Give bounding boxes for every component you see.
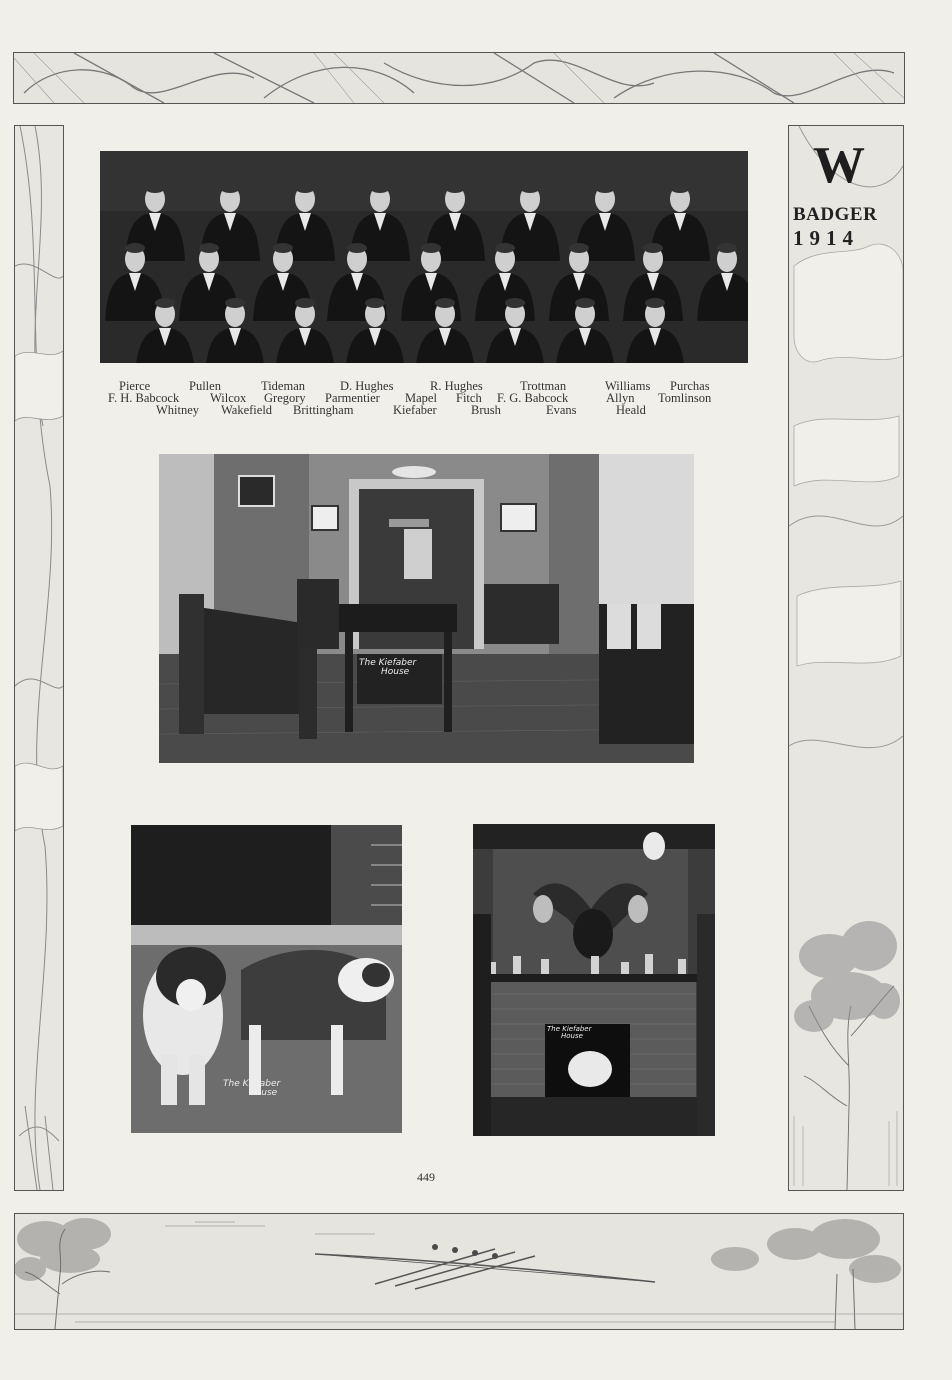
person-hair [295, 183, 315, 193]
stamp-the: The [223, 1079, 240, 1089]
page-number: 449 [417, 1170, 435, 1184]
member-name: Mapel [405, 391, 437, 405]
person-hair [717, 243, 737, 253]
member-name: Whitney [156, 403, 200, 417]
person-hair [670, 183, 690, 193]
person-hair [595, 183, 615, 193]
person-hair [125, 243, 145, 253]
bottom-decorative-border [14, 1213, 904, 1330]
person-hair [145, 183, 165, 193]
member-name: Wakefield [221, 403, 273, 417]
stamp-name: Kiefaber [562, 1025, 592, 1033]
person-hair [520, 183, 540, 193]
person-hair [575, 298, 595, 308]
member-name: Tideman [261, 379, 305, 393]
member-name: Evans [546, 403, 577, 417]
member-name: Parmentier [325, 391, 380, 405]
yearbook-logo-year: 1914 [793, 226, 859, 250]
living-room-photo [159, 454, 694, 763]
photo-stamp [359, 659, 416, 677]
person-hair [365, 298, 385, 308]
person-hair [295, 298, 315, 308]
stamp-house: House [249, 1088, 278, 1098]
person-hair [370, 183, 390, 193]
person-hair [445, 183, 465, 193]
member-name: Heald [616, 403, 646, 417]
stamp-house: House [561, 1032, 583, 1040]
person-hair [225, 298, 245, 308]
member-name: Williams [605, 379, 651, 393]
person-hair [645, 298, 665, 308]
member-name: F. H. Babcock [108, 391, 180, 405]
photo-stamp [223, 1080, 280, 1098]
member-name: Wilcox [210, 391, 247, 405]
person-hair [347, 243, 367, 253]
person-hair [435, 298, 455, 308]
person-hair [155, 298, 175, 308]
member-name: F. G. Babcock [497, 391, 569, 405]
bulldogs-photo [131, 825, 402, 1133]
yearbook-logo-letter: W [813, 137, 865, 194]
member-name: Pierce [119, 379, 151, 393]
stamp-name: Kiefaber [242, 1079, 281, 1089]
member-name: Trottman [520, 379, 567, 393]
person-hair [643, 243, 663, 253]
member-name: Brittingham [293, 403, 354, 417]
left-decorative-border [14, 125, 64, 1191]
stamp-name: Kiefaber [378, 658, 417, 668]
person-hair [220, 183, 240, 193]
group-photo [100, 151, 748, 363]
member-name: Tomlinson [658, 391, 712, 405]
names-row [100, 404, 748, 416]
right-decorative-border [788, 125, 904, 1191]
photo-stamp [547, 1026, 592, 1040]
member-name: Purchas [670, 379, 710, 393]
stamp-house: House [381, 667, 410, 677]
stamp-the: The [359, 658, 376, 668]
member-name: Allyn [606, 391, 635, 405]
person-hair [495, 243, 515, 253]
yearbook-logo-name: BADGER [793, 204, 878, 225]
group-photo-names [100, 380, 748, 416]
member-name: Fitch [456, 391, 482, 405]
member-name: D. Hughes [340, 379, 394, 393]
top-decorative-border [13, 52, 905, 104]
person-hair [505, 298, 525, 308]
member-name: Gregory [264, 391, 306, 405]
fireplace-photo [473, 824, 715, 1136]
person-hair [199, 243, 219, 253]
member-name: Brush [471, 403, 501, 417]
person-hair [421, 243, 441, 253]
person-hair [273, 243, 293, 253]
group-photo-figures [100, 151, 748, 363]
stamp-the: The [547, 1025, 561, 1033]
member-name: Kiefaber [393, 403, 437, 417]
member-name: Pullen [189, 379, 221, 393]
person-hair [569, 243, 589, 253]
member-name: R. Hughes [430, 379, 483, 393]
